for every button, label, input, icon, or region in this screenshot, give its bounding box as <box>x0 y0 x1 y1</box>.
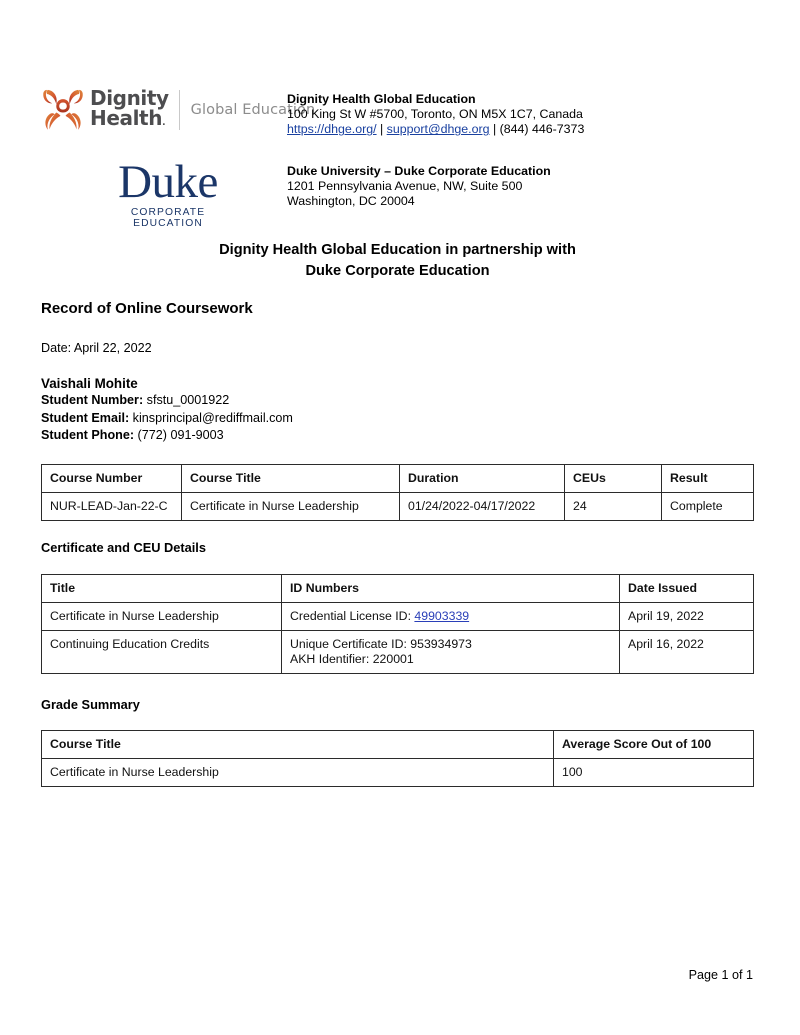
dignity-health-flower-icon <box>42 88 84 132</box>
table-header-row <box>42 575 754 603</box>
contact-separator-1: | <box>376 122 387 137</box>
coursework-table <box>41 464 754 521</box>
duke-org-name: Duke University – Duke Corporate Education <box>287 164 551 178</box>
table-row <box>42 493 754 521</box>
dignity-street-address: 100 King St W #5700, Toronto, ON M5X 1C7, Canada <box>287 107 583 122</box>
duke-tagline: CORPORATE EDUCATION <box>130 207 206 229</box>
duke-address-block <box>287 164 551 210</box>
wordmark-registered-mark: . <box>162 117 166 128</box>
dignity-health-wordmark <box>90 85 169 133</box>
duke-corporate-education-logo <box>98 156 238 229</box>
cell-detail-ids <box>282 631 620 674</box>
certificate-details-table <box>41 574 754 674</box>
cell-duration: 01/24/2022-04/17/2022 <box>400 493 565 521</box>
student-email-row <box>41 410 293 427</box>
col-result: Result <box>662 465 754 493</box>
table-header-row <box>42 731 754 759</box>
cell-detail-date: April 19, 2022 <box>620 603 754 631</box>
partnership-title <box>40 240 755 282</box>
partnership-line-1: Dignity Health Global Education in partnership with <box>219 242 576 258</box>
cell-course-title: Certificate in Nurse Leadership <box>182 493 400 521</box>
grade-summary-heading: Grade Summary <box>41 697 140 712</box>
student-phone-label: Student Phone: <box>41 427 135 442</box>
col-average-score: Average Score Out of 100 <box>554 731 754 759</box>
global-education-subbrand: Global Education <box>190 102 316 118</box>
student-phone-value: (772) 091-9003 <box>137 427 224 442</box>
document-date: Date: April 22, 2022 <box>41 341 152 355</box>
col-duration: Duration <box>400 465 565 493</box>
certificate-details-heading: Certificate and CEU Details <box>41 540 206 555</box>
wordmark-line-health: Health. <box>90 105 166 130</box>
grade-summary-table <box>41 730 754 787</box>
page-title: Record of Online Coursework <box>41 300 253 317</box>
cell-grade-course-title: Certificate in Nurse Leadership <box>42 759 554 787</box>
cell-detail-title: Certificate in Nurse Leadership <box>42 603 282 631</box>
cell-average-score: 100 <box>554 759 754 787</box>
cell-detail-ids <box>282 603 620 631</box>
student-number-value: sfstu_0001922 <box>146 393 230 408</box>
duke-wordmark: Duke <box>118 156 218 208</box>
student-name: Vaishali Mohite <box>41 376 138 391</box>
contact-separator-2: | <box>489 122 500 137</box>
student-phone-row <box>41 427 293 444</box>
cell-detail-title: Continuing Education Credits <box>42 631 282 674</box>
unique-certificate-id: Unique Certificate ID: 953934973 <box>290 637 472 651</box>
logo-divider <box>179 90 180 130</box>
col-date-issued: Date Issued <box>620 575 754 603</box>
page-footer: Page 1 of 1 <box>688 968 753 982</box>
akh-identifier: AKH Identifier: 220001 <box>290 652 414 666</box>
cell-course-number: NUR-LEAD-Jan-22-C <box>42 493 182 521</box>
dignity-phone: (844) 446-7373 <box>499 122 585 137</box>
cell-ceus: 24 <box>565 493 662 521</box>
col-grade-course-title: Course Title <box>42 731 554 759</box>
col-title: Title <box>42 575 282 603</box>
dignity-health-address-block <box>287 92 584 138</box>
dignity-email-link[interactable]: support@dhge.org <box>386 122 490 137</box>
duke-city-state-zip: Washington, DC 20004 <box>287 194 415 209</box>
student-email-value: kinsprincipal@rediffmail.com <box>132 410 293 425</box>
table-row <box>42 603 754 631</box>
student-email-label: Student Email: <box>41 410 130 425</box>
wordmark-line-dignity: Dignity <box>90 85 169 110</box>
col-id-numbers: ID Numbers <box>282 575 620 603</box>
cell-result: Complete <box>662 493 754 521</box>
dignity-org-name: Dignity Health Global Education <box>287 92 476 106</box>
col-ceus: CEUs <box>565 465 662 493</box>
student-number-label: Student Number: <box>41 393 144 408</box>
dignity-health-logo <box>42 84 315 136</box>
cell-detail-date: April 16, 2022 <box>620 631 754 674</box>
table-row <box>42 759 754 787</box>
dignity-contact-line <box>287 122 584 137</box>
dignity-website-link[interactable]: https://dhge.org/ <box>287 122 377 137</box>
credential-license-id-link[interactable]: 49903339 <box>414 609 470 623</box>
col-course-number: Course Number <box>42 465 182 493</box>
table-row <box>42 631 754 674</box>
duke-street-address: 1201 Pennsylvania Avenue, NW, Suite 500 <box>287 179 523 194</box>
credential-license-label: Credential License ID: <box>290 609 415 623</box>
col-course-title: Course Title <box>182 465 400 493</box>
student-number-row <box>41 392 293 409</box>
partnership-line-2: Duke Corporate Education <box>305 263 490 279</box>
student-info-block <box>41 375 293 444</box>
table-header-row <box>42 465 754 493</box>
